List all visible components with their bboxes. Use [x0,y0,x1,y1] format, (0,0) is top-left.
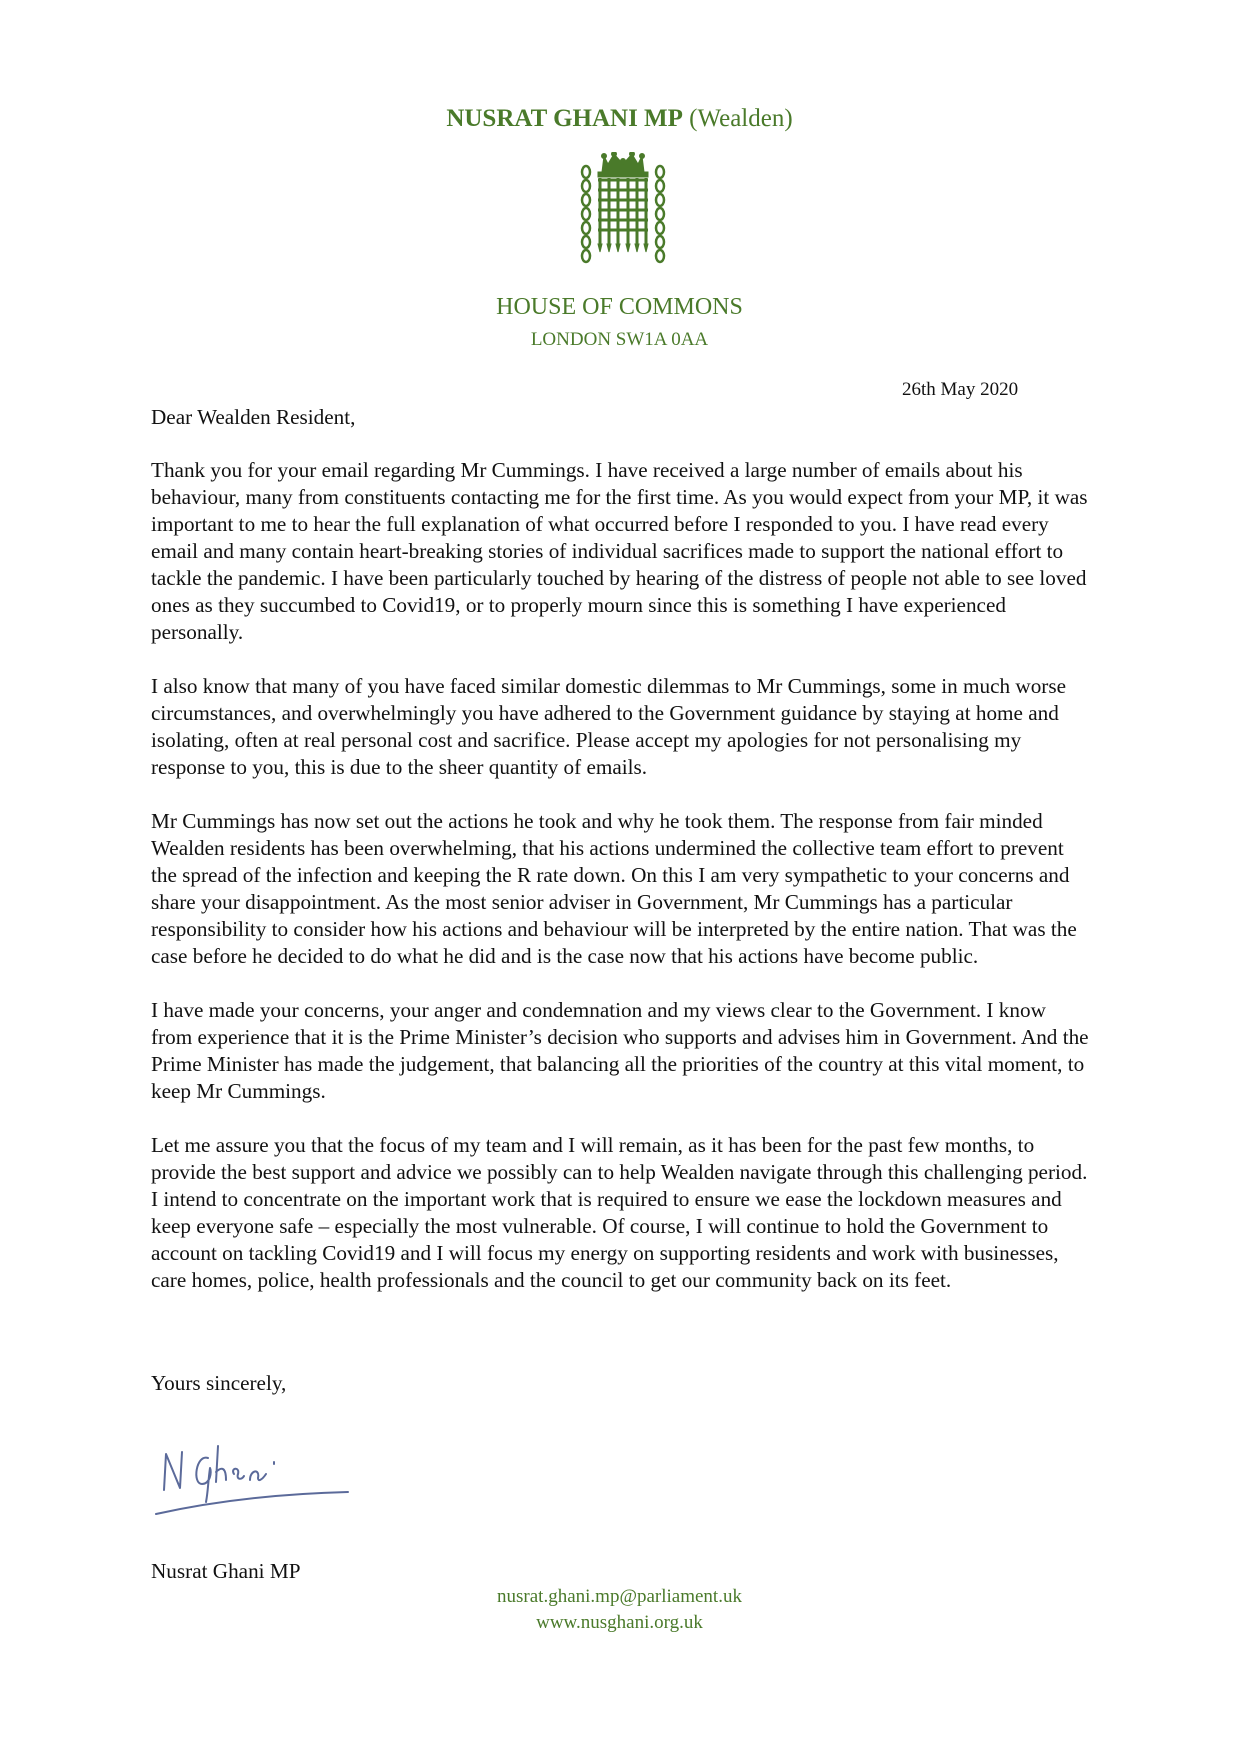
signer-name: Nusrat Ghani MP [151,1559,301,1583]
contact-footer [0,1584,1239,1636]
paragraph-3: Mr Cummings has now set out the actions he took and why he took them. The response from fair minded Wealden residents has been overwhelming, that his actions undermined the collective team effort to prevent the spread of the infection and keeping the R rate down. On this I am very sympathetic to your concerns and share your disappointment. As the most senior adviser in Government, Mr Cummings has a particular responsibility to consider how his actions and behaviour will be interpreted by the entire nation. That was the case before he decided to do what he did and is the case now that his actions have become public. [151,809,1077,968]
letter-date: 26th May 2020 [902,379,1019,400]
paragraph-2: I also know that many of you have faced similar domestic dilemmas to Mr Cummings, some in much worse circumstances, and overwhelmingly you have adhered to the Government guidance by staying at home and isolating, often at real personal cost and sacrifice. Please accept my apologies for not personalising my response to you, this is due to the sheer quantity of emails. [151,674,1067,779]
email-link[interactable]: nusrat.ghani.mp@parliament.uk [497,1586,742,1607]
handwritten-signature [150,1432,350,1524]
house-of-commons: HOUSE OF COMMONS [496,294,743,320]
portcullis-crest-icon [576,152,670,264]
website-link[interactable]: www.nusghani.org.uk [536,1612,703,1633]
letterhead-title [0,104,1239,134]
closing: Yours sincerely, [151,1371,287,1395]
paragraph-4: I have made your concerns, your anger and condemnation and my views clear to the Government. I know from experience that it is the Prime Minister’s decision who supports and advises him in Government. And the Prime Minister has made the judgement, that balancing all the priorities of the country at this vital moment, to keep Mr Cummings. [151,998,1089,1103]
constituency: (Wealden) [689,105,793,132]
paragraph-1: Thank you for your email regarding Mr Cummings. I have received a large number of emails about his behaviour, many from constituents contacting me for the first time. As you would expect from your MP, it was important to me to hear the full explanation of what occurred before I responded to you. I have read every email and many contain heart-breaking stories of individual sacrifices made to support the national effort to tackle the pandemic. I have been particularly touched by hearing of the distress of people not able to see loved ones as they succumbed to Covid19, or to properly mourn since this is something I have experienced personally. [151,458,1088,644]
letter-body [151,457,1091,1321]
mp-name: NUSRAT GHANI MP [446,105,683,132]
parliament-address: LONDON SW1A 0AA [530,329,709,350]
salutation: Dear Wealden Resident, [151,405,356,429]
paragraph-5: Let me assure you that the focus of my team and I will remain, as it has been for the past few months, to provide the best support and advice we possibly can to help Wealden navigate through this challenging period. I intend to concentrate on the important work that is required to ensure we ease the lockdown measures and keep everyone safe – especially the most vulnerable. Of course, I will continue to hold the Government to account on tackling Covid19 and I will focus my energy on supporting residents and work with businesses, care homes, police, health professionals and the council to get our community back on its feet. [151,1133,1088,1292]
